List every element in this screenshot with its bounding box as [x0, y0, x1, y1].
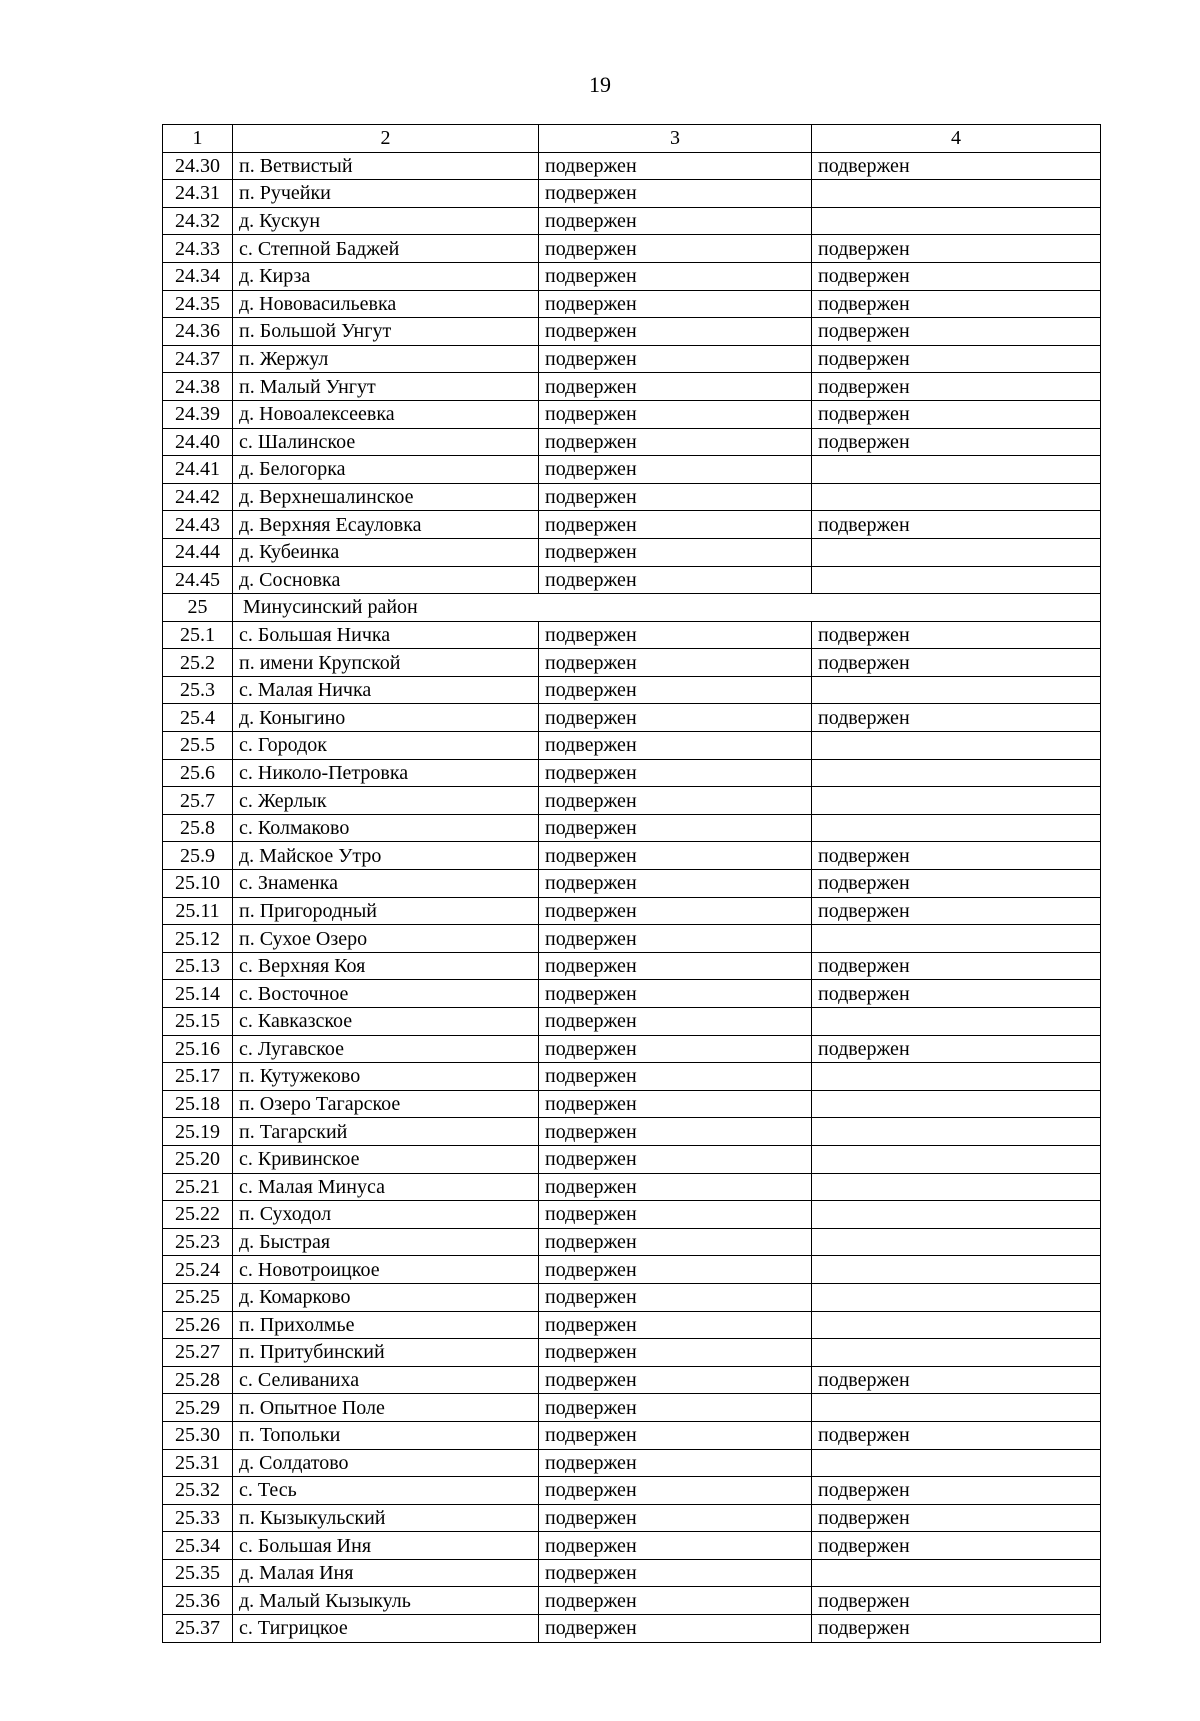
settlement-name: с. Шалинское — [233, 428, 539, 456]
column-3-value: подвержен — [539, 318, 812, 346]
table-row — [163, 1615, 1101, 1643]
settlement-name: п. Большой Унгут — [233, 318, 539, 346]
row-number: 25.4 — [163, 704, 233, 732]
column-4-value: подвержен — [812, 1421, 1101, 1449]
table-body — [163, 152, 1101, 1642]
column-4-value: подвержен — [812, 897, 1101, 925]
settlement-name: с. Верхняя Коя — [233, 952, 539, 980]
row-number: 25.16 — [163, 1035, 233, 1063]
page-number: 19 — [589, 72, 611, 97]
row-number: 25.18 — [163, 1090, 233, 1118]
column-4-value: подвержен — [812, 1477, 1101, 1505]
column-4-value — [812, 787, 1101, 815]
column-4-value — [812, 207, 1101, 235]
column-3-value: подвержен — [539, 787, 812, 815]
row-number: 25.36 — [163, 1587, 233, 1615]
settlement-name: п. Пригородный — [233, 897, 539, 925]
column-3-value: подвержен — [539, 676, 812, 704]
column-4-value — [812, 1339, 1101, 1367]
column-4-value: подвержен — [812, 1504, 1101, 1532]
table-row — [163, 842, 1101, 870]
column-3-value: подвержен — [539, 1394, 812, 1422]
settlement-name: с. Колмаково — [233, 814, 539, 842]
column-3-value: подвержен — [539, 1063, 812, 1091]
settlement-name: д. Коныгино — [233, 704, 539, 732]
column-4-value — [812, 925, 1101, 953]
row-number: 25.14 — [163, 980, 233, 1008]
column-3-value: подвержен — [539, 1366, 812, 1394]
row-number: 24.33 — [163, 235, 233, 263]
column-4-value — [812, 1256, 1101, 1284]
column-4-value: подвержен — [812, 373, 1101, 401]
column-3-value: подвержен — [539, 511, 812, 539]
row-number: 25.20 — [163, 1145, 233, 1173]
column-3-value: подвержен — [539, 759, 812, 787]
settlement-name: п. Ветвистый — [233, 152, 539, 180]
column-4-value: подвержен — [812, 345, 1101, 373]
column-4-value — [812, 180, 1101, 208]
column-header-3: 3 — [539, 125, 812, 153]
column-3-value: подвержен — [539, 1421, 812, 1449]
table-row — [163, 814, 1101, 842]
table-row — [163, 732, 1101, 760]
table-row — [163, 1035, 1101, 1063]
column-4-value — [812, 1311, 1101, 1339]
column-4-value: подвержен — [812, 952, 1101, 980]
table-row — [163, 897, 1101, 925]
column-4-value — [812, 1008, 1101, 1036]
row-number: 25.1 — [163, 621, 233, 649]
table-row — [163, 1008, 1101, 1036]
column-3-value: подвержен — [539, 262, 812, 290]
column-3-value: подвержен — [539, 952, 812, 980]
settlement-name: п. Топольки — [233, 1421, 539, 1449]
column-4-value — [812, 1449, 1101, 1477]
settlement-name: с. Большая Иня — [233, 1532, 539, 1560]
row-number: 25.9 — [163, 842, 233, 870]
table-row — [163, 1477, 1101, 1505]
settlement-name: с. Малая Ничка — [233, 676, 539, 704]
settlement-name: п. Жержул — [233, 345, 539, 373]
column-3-value: подвержен — [539, 870, 812, 898]
row-number: 25.5 — [163, 732, 233, 760]
row-number: 24.44 — [163, 538, 233, 566]
column-4-value: подвержен — [812, 1366, 1101, 1394]
column-3-value: подвержен — [539, 1311, 812, 1339]
settlement-name: п. Ручейки — [233, 180, 539, 208]
column-4-value: подвержен — [812, 511, 1101, 539]
column-3-value: подвержен — [539, 1339, 812, 1367]
table-row — [163, 1090, 1101, 1118]
column-3-value: подвержен — [539, 980, 812, 1008]
settlement-name: д. Комарково — [233, 1283, 539, 1311]
column-3-value: подвержен — [539, 456, 812, 484]
column-3-value: подвержен — [539, 345, 812, 373]
row-number: 25.17 — [163, 1063, 233, 1091]
column-3-value: подвержен — [539, 1504, 812, 1532]
table-row — [163, 483, 1101, 511]
column-3-value: подвержен — [539, 1477, 812, 1505]
table-row — [163, 290, 1101, 318]
table-row — [163, 373, 1101, 401]
row-number: 24.31 — [163, 180, 233, 208]
settlement-name: д. Быстрая — [233, 1228, 539, 1256]
table-row — [163, 456, 1101, 484]
district-name: Минусинский район — [233, 594, 1101, 622]
settlement-name: п. Кутужеково — [233, 1063, 539, 1091]
row-number: 25.32 — [163, 1477, 233, 1505]
column-4-value — [812, 1145, 1101, 1173]
column-3-value: подвержен — [539, 1008, 812, 1036]
row-number: 25.15 — [163, 1008, 233, 1036]
settlements-table — [162, 124, 1101, 1643]
row-number: 25.34 — [163, 1532, 233, 1560]
settlement-name: с. Степной Баджей — [233, 235, 539, 263]
column-header-1: 1 — [163, 125, 233, 153]
row-number: 25.12 — [163, 925, 233, 953]
column-4-value — [812, 566, 1101, 594]
column-3-value: подвержен — [539, 732, 812, 760]
row-number: 25.22 — [163, 1201, 233, 1229]
header-row — [163, 125, 1101, 153]
table-row — [163, 345, 1101, 373]
column-4-value: подвержен — [812, 290, 1101, 318]
column-4-value: подвержен — [812, 400, 1101, 428]
row-number: 24.38 — [163, 373, 233, 401]
table-row — [163, 704, 1101, 732]
table-row — [163, 1421, 1101, 1449]
column-3-value: подвержен — [539, 483, 812, 511]
column-4-value — [812, 483, 1101, 511]
column-3-value: подвержен — [539, 649, 812, 677]
row-number: 25 — [163, 594, 233, 622]
row-number: 25.19 — [163, 1118, 233, 1146]
table-header — [163, 125, 1101, 153]
column-4-value — [812, 1173, 1101, 1201]
column-3-value: подвержен — [539, 235, 812, 263]
settlement-name: п. Сухое Озеро — [233, 925, 539, 953]
settlement-name: д. Малая Иня — [233, 1559, 539, 1587]
table-row — [163, 1449, 1101, 1477]
row-number: 25.2 — [163, 649, 233, 677]
row-number: 25.33 — [163, 1504, 233, 1532]
table-row — [163, 1559, 1101, 1587]
row-number: 24.34 — [163, 262, 233, 290]
column-3-value: подвержен — [539, 897, 812, 925]
column-4-value — [812, 1394, 1101, 1422]
row-number: 25.26 — [163, 1311, 233, 1339]
settlement-name: п. Кызыкульский — [233, 1504, 539, 1532]
table-row — [163, 538, 1101, 566]
table-row — [163, 207, 1101, 235]
table-row — [163, 318, 1101, 346]
settlement-name: п. Тагарский — [233, 1118, 539, 1146]
column-4-value — [812, 1201, 1101, 1229]
table-row — [163, 1532, 1101, 1560]
column-3-value: подвержен — [539, 1256, 812, 1284]
column-3-value: подвержен — [539, 373, 812, 401]
settlement-name: д. Майское Утро — [233, 842, 539, 870]
row-number: 24.32 — [163, 207, 233, 235]
row-number: 25.27 — [163, 1339, 233, 1367]
column-4-value: подвержен — [812, 649, 1101, 677]
table-row — [163, 566, 1101, 594]
column-3-value: подвержен — [539, 1228, 812, 1256]
column-4-value: подвержен — [812, 980, 1101, 1008]
settlement-name: с. Восточное — [233, 980, 539, 1008]
column-3-value: подвержен — [539, 566, 812, 594]
table-row — [163, 676, 1101, 704]
section-row — [163, 594, 1101, 622]
column-4-value: подвержен — [812, 235, 1101, 263]
row-number: 24.36 — [163, 318, 233, 346]
column-3-value: подвержен — [539, 1145, 812, 1173]
column-4-value — [812, 676, 1101, 704]
table-row — [163, 980, 1101, 1008]
settlement-name: п. Притубинский — [233, 1339, 539, 1367]
row-number: 25.31 — [163, 1449, 233, 1477]
column-header-4: 4 — [812, 125, 1101, 153]
table-row — [163, 1366, 1101, 1394]
column-4-value — [812, 1283, 1101, 1311]
settlement-name: п. Суходол — [233, 1201, 539, 1229]
settlement-name: с. Жерлык — [233, 787, 539, 815]
settlement-name: д. Кускун — [233, 207, 539, 235]
row-number: 25.8 — [163, 814, 233, 842]
settlement-name: д. Солдатово — [233, 1449, 539, 1477]
row-number: 25.7 — [163, 787, 233, 815]
row-number: 25.25 — [163, 1283, 233, 1311]
row-number: 24.43 — [163, 511, 233, 539]
settlement-name: с. Лугавское — [233, 1035, 539, 1063]
table-row — [163, 925, 1101, 953]
row-number: 24.35 — [163, 290, 233, 318]
settlement-name: с. Кривинское — [233, 1145, 539, 1173]
table-row — [163, 511, 1101, 539]
table-row — [163, 1201, 1101, 1229]
table-row — [163, 1283, 1101, 1311]
column-3-value: подвержен — [539, 180, 812, 208]
column-3-value: подвержен — [539, 842, 812, 870]
row-number: 24.30 — [163, 152, 233, 180]
row-number: 25.28 — [163, 1366, 233, 1394]
table-row — [163, 870, 1101, 898]
table-row — [163, 152, 1101, 180]
table-row — [163, 1063, 1101, 1091]
table-row — [163, 235, 1101, 263]
row-number: 25.29 — [163, 1394, 233, 1422]
settlement-name: п. Озеро Тагарское — [233, 1090, 539, 1118]
settlement-name: д. Верхнешалинское — [233, 483, 539, 511]
row-number: 25.35 — [163, 1559, 233, 1587]
column-3-value: подвержен — [539, 1615, 812, 1643]
row-number: 25.23 — [163, 1228, 233, 1256]
row-number: 24.45 — [163, 566, 233, 594]
column-4-value — [812, 456, 1101, 484]
settlement-name: п. имени Крупской — [233, 649, 539, 677]
column-4-value: подвержен — [812, 621, 1101, 649]
column-3-value: подвержен — [539, 152, 812, 180]
column-3-value: подвержен — [539, 290, 812, 318]
table-row — [163, 262, 1101, 290]
column-4-value — [812, 759, 1101, 787]
settlement-name: д. Верхняя Есауловка — [233, 511, 539, 539]
column-3-value: подвержен — [539, 400, 812, 428]
row-number: 25.3 — [163, 676, 233, 704]
settlement-name: п. Прихолмье — [233, 1311, 539, 1339]
column-3-value: подвержен — [539, 1587, 812, 1615]
settlement-name: п. Опытное Поле — [233, 1394, 539, 1422]
settlement-name: с. Тигрицкое — [233, 1615, 539, 1643]
table-row — [163, 1256, 1101, 1284]
table-row — [163, 1587, 1101, 1615]
column-4-value: подвержен — [812, 152, 1101, 180]
row-number: 25.13 — [163, 952, 233, 980]
column-3-value: подвержен — [539, 704, 812, 732]
row-number: 24.41 — [163, 456, 233, 484]
column-4-value: подвержен — [812, 1615, 1101, 1643]
column-4-value: подвержен — [812, 262, 1101, 290]
settlement-name: д. Новоалексеевка — [233, 400, 539, 428]
settlement-name: с. Селиваниха — [233, 1366, 539, 1394]
table-row — [163, 1228, 1101, 1256]
column-4-value: подвержен — [812, 318, 1101, 346]
settlement-name: д. Белогорка — [233, 456, 539, 484]
column-4-value — [812, 814, 1101, 842]
row-number: 24.40 — [163, 428, 233, 456]
column-3-value: подвержен — [539, 621, 812, 649]
column-3-value: подвержен — [539, 1090, 812, 1118]
column-4-value — [812, 1090, 1101, 1118]
column-3-value: подвержен — [539, 1449, 812, 1477]
settlement-name: д. Нововасильевка — [233, 290, 539, 318]
column-4-value: подвержен — [812, 1587, 1101, 1615]
settlement-name: д. Сосновка — [233, 566, 539, 594]
column-header-2: 2 — [233, 125, 539, 153]
settlement-name: с. Новотроицкое — [233, 1256, 539, 1284]
settlement-name: с. Малая Минуса — [233, 1173, 539, 1201]
settlement-name: с. Городок — [233, 732, 539, 760]
settlement-name: п. Малый Унгут — [233, 373, 539, 401]
column-4-value: подвержен — [812, 1532, 1101, 1560]
column-4-value — [812, 1063, 1101, 1091]
column-3-value: подвержен — [539, 1035, 812, 1063]
column-3-value: подвержен — [539, 1201, 812, 1229]
table-row — [163, 1394, 1101, 1422]
table-row — [163, 400, 1101, 428]
row-number: 24.42 — [163, 483, 233, 511]
column-4-value: подвержен — [812, 704, 1101, 732]
column-3-value: подвержен — [539, 428, 812, 456]
column-3-value: подвержен — [539, 1118, 812, 1146]
column-3-value: подвержен — [539, 1532, 812, 1560]
column-4-value — [812, 538, 1101, 566]
settlement-name: с. Кавказское — [233, 1008, 539, 1036]
table-row — [163, 1339, 1101, 1367]
row-number: 24.37 — [163, 345, 233, 373]
column-3-value: подвержен — [539, 925, 812, 953]
column-3-value: подвержен — [539, 1173, 812, 1201]
column-3-value: подвержен — [539, 207, 812, 235]
column-4-value: подвержен — [812, 870, 1101, 898]
row-number: 25.11 — [163, 897, 233, 925]
column-4-value — [812, 732, 1101, 760]
column-4-value — [812, 1228, 1101, 1256]
settlement-name: с. Знаменка — [233, 870, 539, 898]
row-number: 25.37 — [163, 1615, 233, 1643]
row-number: 25.24 — [163, 1256, 233, 1284]
column-3-value: подвержен — [539, 538, 812, 566]
column-3-value: подвержен — [539, 1283, 812, 1311]
row-number: 25.6 — [163, 759, 233, 787]
table-row — [163, 428, 1101, 456]
column-4-value: подвержен — [812, 842, 1101, 870]
table-row — [163, 1311, 1101, 1339]
column-4-value — [812, 1118, 1101, 1146]
settlement-name: д. Малый Кызыкуль — [233, 1587, 539, 1615]
settlement-name: с. Николо-Петровка — [233, 759, 539, 787]
settlement-name: д. Кирза — [233, 262, 539, 290]
column-4-value — [812, 1559, 1101, 1587]
table-row — [163, 1504, 1101, 1532]
column-3-value: подвержен — [539, 1559, 812, 1587]
table-row — [163, 180, 1101, 208]
column-4-value: подвержен — [812, 1035, 1101, 1063]
table-row — [163, 787, 1101, 815]
settlement-name: с. Тесь — [233, 1477, 539, 1505]
row-number: 24.39 — [163, 400, 233, 428]
table-row — [163, 759, 1101, 787]
settlement-name: д. Кубеинка — [233, 538, 539, 566]
table-row — [163, 1118, 1101, 1146]
table-row — [163, 1145, 1101, 1173]
table-row — [163, 649, 1101, 677]
column-3-value: подвержен — [539, 814, 812, 842]
row-number: 25.30 — [163, 1421, 233, 1449]
settlement-name: с. Большая Ничка — [233, 621, 539, 649]
row-number: 25.21 — [163, 1173, 233, 1201]
table-row — [163, 1173, 1101, 1201]
row-number: 25.10 — [163, 870, 233, 898]
table-row — [163, 621, 1101, 649]
table-row — [163, 952, 1101, 980]
column-4-value: подвержен — [812, 428, 1101, 456]
